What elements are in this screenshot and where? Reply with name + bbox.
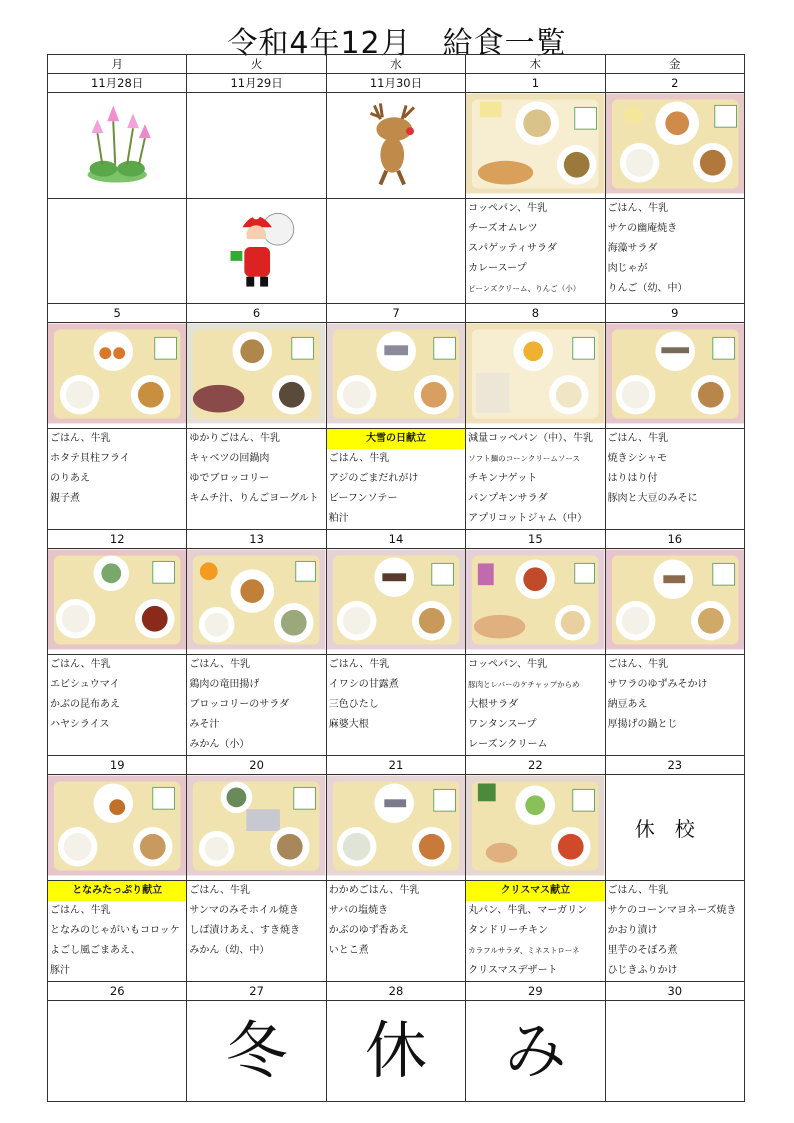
date-cell: 29 [466,982,605,1001]
date-cell: 22 [466,756,605,775]
date-cell: 1 [466,74,605,93]
winter-break-row [48,1001,745,1102]
meal-tray-icon [327,323,465,424]
menu-item: エビシュウマイ [50,679,120,690]
meal-tray-icon [48,775,186,876]
photo-row [48,775,745,881]
menu-cell [187,429,326,530]
meal-photo [326,775,465,881]
date-cell: 30 [605,982,744,1001]
menu-item: 里芋のそぼろ煮 [607,945,678,956]
menu-item: サンマのみそホイル焼き [189,905,299,916]
menu-item: ゆでブロッコリー [189,473,270,484]
date-cell: 26 [48,982,187,1001]
date-row [48,530,745,549]
menu-cell-empty [48,199,187,304]
menu-cell [326,655,465,756]
meal-tray-icon [327,549,465,650]
meal-tray-icon [606,93,744,194]
winter-break-char: み [466,1001,605,1102]
menu-item: みそ汁 [189,719,220,730]
menu-row [48,655,745,756]
menu-cell [466,199,605,304]
meal-photo [48,323,187,429]
date-cell: 27 [187,982,326,1001]
menu-item: イワシの甘露煮 [328,679,399,690]
meal-tray-icon [48,323,186,424]
menu-item: ごはん、牛乳 [607,433,669,444]
menu-item: タンドリーチキン [468,925,549,936]
menu-item: レーズンクリーム [468,739,548,750]
menu-item: ピーンズクリーム、りんご（小） [468,284,581,293]
menu-cell [187,655,326,756]
menu-cell [187,881,326,982]
date-cell: 21 [326,756,465,775]
meal-photo [187,549,326,655]
menu-item: 豚肉と大豆のみそに [607,493,698,504]
photo-row [48,323,745,429]
empty-cell [48,1001,187,1102]
menu-item: パンプキンサラダ [468,493,548,504]
menu-item: ひじきふりかけ [607,965,678,976]
menu-item: 納豆あえ [607,699,648,710]
meal-photo [466,323,605,429]
weekday-tue: 火 [187,55,326,74]
date-cell: 20 [187,756,326,775]
menu-item: コッペパン、牛乳 [468,659,548,670]
menu-cell [466,881,605,982]
menu-item: 丸パン、牛乳、マーガリン [468,905,588,916]
photo-row [48,549,745,655]
meal-photo [187,775,326,881]
menu-item: 厚揚げの鍋とじ [607,719,678,730]
menu-cell-empty [326,199,465,304]
date-cell: 16 [605,530,744,549]
date-row [48,982,745,1001]
meal-tray-icon [466,323,604,424]
menu-item: キムチ汁、りんごヨーグルト [189,493,319,504]
menu-item: ビーフンソテー [328,493,398,504]
date-cell: 11月29日 [187,74,326,93]
menu-item: かぶのゆず香あえ [328,925,409,936]
menu-item: 三色ひたし [328,699,379,710]
date-cell: 11月28日 [48,74,187,93]
reindeer-icon [327,93,465,194]
menu-item: ホタテ貝柱フライ [50,453,130,464]
meal-tray-icon [187,775,325,876]
menu-item: 鶏肉の竜田揚げ [189,679,260,690]
meal-photo [48,775,187,881]
menu-cell [326,429,465,530]
menu-item: ごはん、牛乳 [189,885,250,896]
menu-item: ごはん、牛乳 [189,659,250,670]
winter-break-char: 冬 [187,1001,326,1102]
menu-item: ワンタンスープ [468,719,537,730]
meal-tray-icon [187,323,325,424]
santa-illustration [187,199,326,304]
meal-tray-icon [606,323,744,424]
weekday-header-row [48,55,745,74]
meal-photo [466,775,605,881]
menu-item: いとこ煮 [328,945,369,956]
menu-item: サケのコーンマヨネーズ焼き [607,905,737,916]
special-menu-badge: となみたっぷり献立 [48,881,186,901]
meal-tray-icon [606,549,744,650]
menu-calendar [47,54,745,1102]
weekday-thu: 木 [466,55,605,74]
date-cell: 19 [48,756,187,775]
menu-item: かぶの昆布あえ [50,699,120,710]
menu-item: 豚肉とレバーのケチャップからめ [468,680,580,689]
date-cell: 14 [326,530,465,549]
menu-item: ごはん、牛乳 [607,885,669,896]
menu-row [48,429,745,530]
date-cell: 2 [605,74,744,93]
date-cell: 7 [326,304,465,323]
menu-item: チキンナゲット [468,473,538,484]
menu-item: りんご（幼、中） [607,283,688,294]
menu-item: サワラのゆずみそかけ [607,679,708,690]
menu-cell [48,429,187,530]
menu-item: クリスマスデザート [468,965,558,976]
meal-tray-icon [466,93,604,194]
meal-tray-icon [187,549,325,650]
page-title: 令和4年12月 給食一覧 [227,26,567,61]
menu-item: 海藻サラダ [607,243,658,254]
weekday-mon: 月 [48,55,187,74]
menu-cell [605,655,744,756]
cyclamen-flower-illustration [48,93,187,199]
meal-photo [326,323,465,429]
winter-break-char: 休 [326,1001,465,1102]
reindeer-illustration [326,93,465,199]
menu-item: わかめごはん、牛乳 [328,885,420,896]
menu-item: スパゲッティサラダ [468,243,557,254]
date-cell: 9 [605,304,744,323]
menu-item: 豚汁 [50,965,70,976]
meal-photo [48,549,187,655]
meal-tray-icon [466,775,604,876]
menu-item: みかん（小） [189,739,250,750]
menu-item: キャベツの回鍋肉 [189,453,270,464]
menu-cell [605,881,744,982]
menu-item: ごはん、牛乳 [50,659,111,670]
meal-tray-icon [327,775,465,876]
menu-item: みかん（幼、中） [189,945,270,956]
date-row [48,756,745,775]
date-cell: 12 [48,530,187,549]
menu-item: かおり漬け [607,925,658,936]
weekday-wed: 水 [326,55,465,74]
menu-item: アジのごまだれがけ [328,473,419,484]
menu-row [48,199,745,304]
menu-item: よごし風ごまあえ、 [50,945,141,956]
menu-item: 麻婆大根 [328,719,369,730]
meal-photo [605,93,744,199]
meal-photo [605,323,744,429]
menu-item: はりはり付 [607,473,658,484]
menu-item: ブロッコリーのサラダ [189,699,290,710]
empty-photo-cell [187,93,326,199]
cyclamen-icon [48,93,186,194]
menu-item: ごはん、牛乳 [50,905,111,916]
menu-item: サケの幽庵焼き [607,223,678,234]
menu-item: 肉じゃが [607,263,648,274]
meal-photo [466,93,605,199]
special-menu-badge: クリスマス献立 [466,881,604,901]
menu-item: となみのじゃがいもコロッケ [50,925,180,936]
meal-tray-icon [48,549,186,650]
menu-item: ごはん、牛乳 [328,659,390,670]
menu-item: カラフルサラダ、ミネストローネ [468,946,580,955]
menu-item: サバの塩焼き [328,905,389,916]
menu-item: ソフト麺のコーンクリームソース [468,454,580,463]
meal-photo [187,323,326,429]
date-cell: 8 [466,304,605,323]
menu-cell [605,199,744,304]
menu-item: ハヤシライス [50,719,110,730]
meal-photo [326,549,465,655]
date-cell: 6 [187,304,326,323]
menu-item: 親子煮 [50,493,80,504]
menu-item: 焼きシシャモ [607,453,668,464]
date-cell: 15 [466,530,605,549]
menu-item: しば漬けあえ、すき焼き [189,925,300,936]
weekday-fri: 金 [605,55,744,74]
menu-item: 減量コッペパン（中）、牛乳 [468,433,593,444]
menu-item: 大根サラダ [468,699,519,710]
menu-item: 粕汁 [328,513,349,524]
date-cell: 5 [48,304,187,323]
menu-item: チーズオムレツ [468,223,538,234]
photo-row [48,93,745,199]
menu-item: ごはん、牛乳 [50,433,111,444]
date-cell: 28 [326,982,465,1001]
menu-item: カレースープ [468,263,527,274]
menu-cell [466,429,605,530]
date-row [48,304,745,323]
empty-cell [605,1001,744,1102]
meal-tray-icon [466,549,604,650]
menu-cell [605,429,744,530]
menu-cell [466,655,605,756]
date-cell: 23 [605,756,744,775]
menu-item: のりあえ [50,473,90,484]
menu-item: コッペパン、牛乳 [468,203,548,214]
menu-item: ごはん、牛乳 [607,203,669,214]
special-menu-badge: 大雪の日献立 [327,429,465,449]
menu-row [48,881,745,982]
menu-item: アプリコットジャム（中） [468,513,588,524]
meal-photo [605,549,744,655]
menu-cell [48,881,187,982]
menu-cell [48,655,187,756]
santa-icon [187,199,325,299]
menu-cell [326,881,465,982]
date-cell: 13 [187,530,326,549]
menu-item: ごはん、牛乳 [607,659,669,670]
menu-item: ごはん、牛乳 [328,453,390,464]
menu-item: ゆかりごはん、牛乳 [189,433,280,444]
meal-photo [466,549,605,655]
school-closed-cell: 休校 [605,775,744,881]
date-cell: 11月30日 [326,74,465,93]
date-row [48,74,745,93]
